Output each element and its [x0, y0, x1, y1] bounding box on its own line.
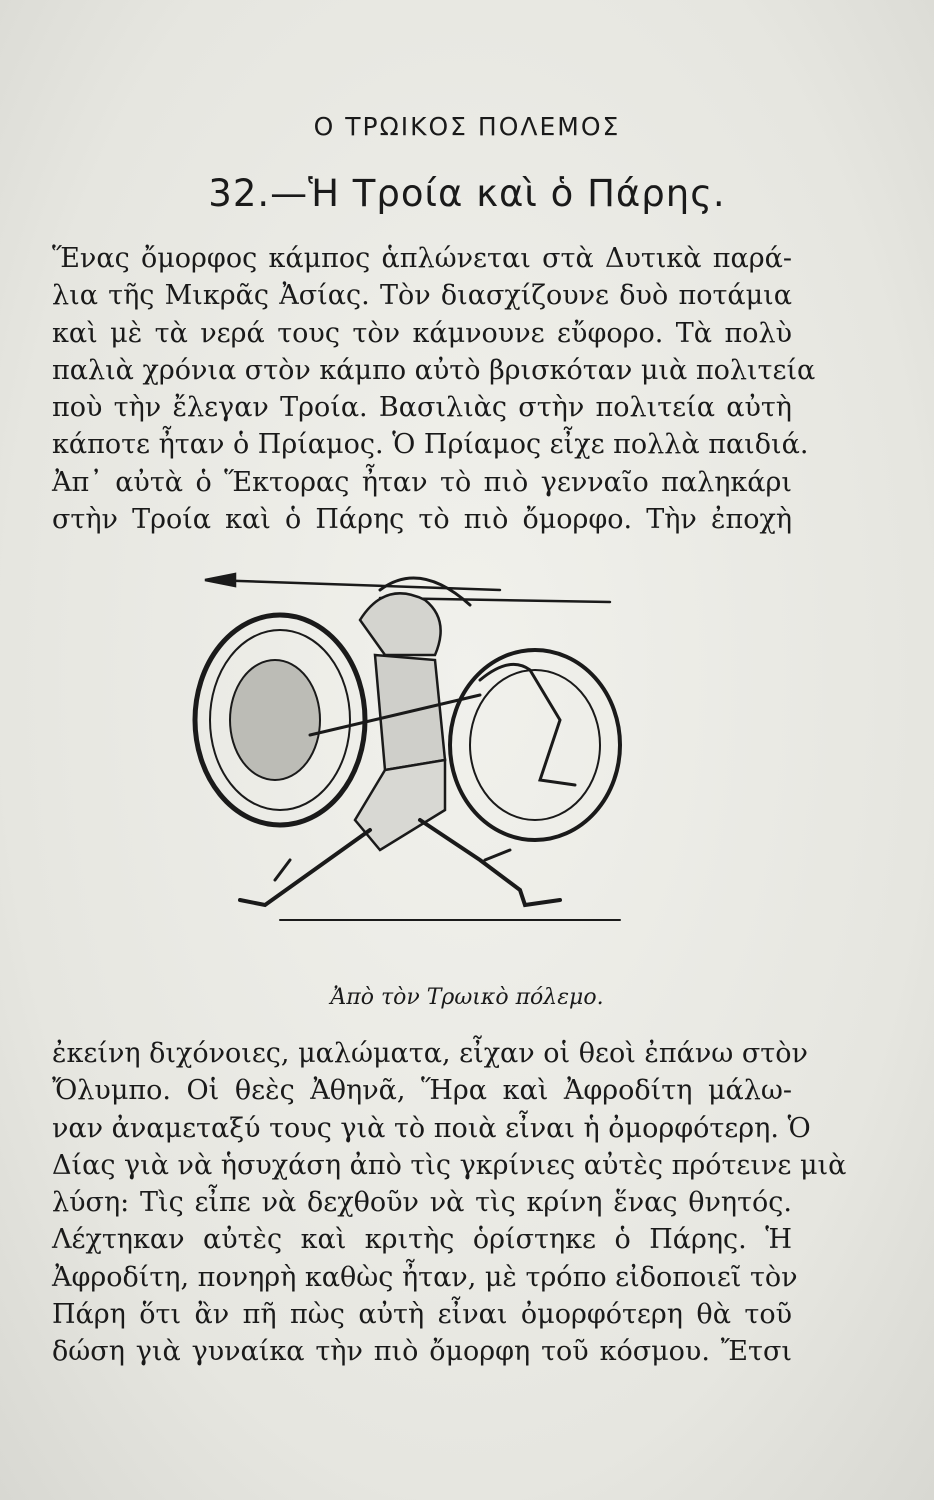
fallen-warrior	[480, 664, 575, 785]
text-line: ναν ἀναμεταξύ τους γιὰ τὸ ποιὰ εἶναι ἡ ὀμορφότερη. Ὁ	[52, 1112, 811, 1144]
text-line: Ἀπ᾿ αὐτὰ ὁ Ἕκτορας ἦταν τὸ πιὸ γενναῖο παληκάρι	[52, 466, 792, 498]
shield-emblem	[230, 660, 320, 780]
leg-left	[240, 830, 370, 905]
warrior-illustration	[180, 560, 680, 960]
spear-1	[210, 580, 500, 590]
text-line: ποὺ τὴν ἔλεγαν Τροία. Βασιλιὰς στὴν πολιτεία αὐτὴ	[52, 392, 792, 424]
text-line: Λέχτηκαν αὐτὲς καὶ κριτὴς ὁρίστηκε ὁ Πάρης. Ἡ	[52, 1224, 792, 1256]
text-line: παλιὰ χρόνια στὸν κάμπο αὐτὸ βρισκόταν μιὰ πολιτεία	[52, 354, 816, 386]
chapter-title: 32.—Ἡ Τροία καὶ ὁ Πάρης.	[208, 172, 726, 215]
text-line: κάποτε ἦταν ὁ Πρίαμος. Ὁ Πρίαμος εἶχε πολλὰ παιδιά.	[52, 429, 809, 461]
text-line: Πάρη ὅτι ἂν πῆ πὼς αὐτὴ εἶναι ὀμορφότερη θὰ τοῦ	[52, 1299, 792, 1331]
text-line: λύση: Τὶς εἶπε νὰ δεχθοῦν νὰ τὶς κρίνη ἕνας θνητός.	[52, 1187, 792, 1219]
text-line: Ὄλυμπο. Οἱ θεὲς Ἀθηνᾶ, Ἥρα καὶ Ἀφροδίτη μάλω-	[52, 1075, 792, 1107]
paragraph-1	[52, 240, 816, 538]
text-line: ἐκείνη διχόνοιες, μαλώματα, εἶχαν οἱ θεοὶ ἐπάνω στὸν	[52, 1038, 808, 1069]
text-line: Ἀφροδίτη, πονηρὴ καθὼς ἦταν, μὲ τρόπο εἰδοποιεῖ τὸν	[52, 1261, 798, 1293]
helmet	[360, 593, 441, 655]
text-line: στὴν Τροία καὶ ὁ Πάρης τὸ πιὸ ὄμορφο. Τὴν ἐποχὴ	[52, 504, 792, 536]
text-line: Ἕνας ὄμορφος κάμπος ἁπλώνεται στὰ Δυτικὰ παρά-	[52, 243, 792, 274]
leg-right	[420, 820, 560, 905]
figure-caption: Ἀπὸ τὸν Τρωικὸ πόλεμο.	[330, 985, 604, 1010]
spearhead-1	[205, 574, 235, 586]
text-line: δώση γιὰ γυναίκα τὴν πιὸ ὄμορφη τοῦ κόσμου. Ἔτσι	[52, 1336, 792, 1368]
paragraph-2	[52, 1035, 847, 1371]
text-line: Δίας γιὰ νὰ ἡσυχάση ἀπὸ τὶς γκρίνιες αὐτὲς πρότεινε μιὰ	[52, 1149, 847, 1181]
text-line: λια τῆς Μικρᾶς Ἀσίας. Τὸν διασχίζουνε δυὸ ποτάμια	[52, 280, 792, 312]
section-title: Ο ΤΡΩΙΚΟΣ ΠΟΛΕΜΟΣ	[313, 112, 621, 141]
text-line: καὶ μὲ τὰ νερά τους τὸν κάμνουνε εὔφορο. Τὰ πολὺ	[52, 317, 792, 349]
second-shield-rim	[470, 670, 600, 820]
skirt	[355, 760, 445, 850]
